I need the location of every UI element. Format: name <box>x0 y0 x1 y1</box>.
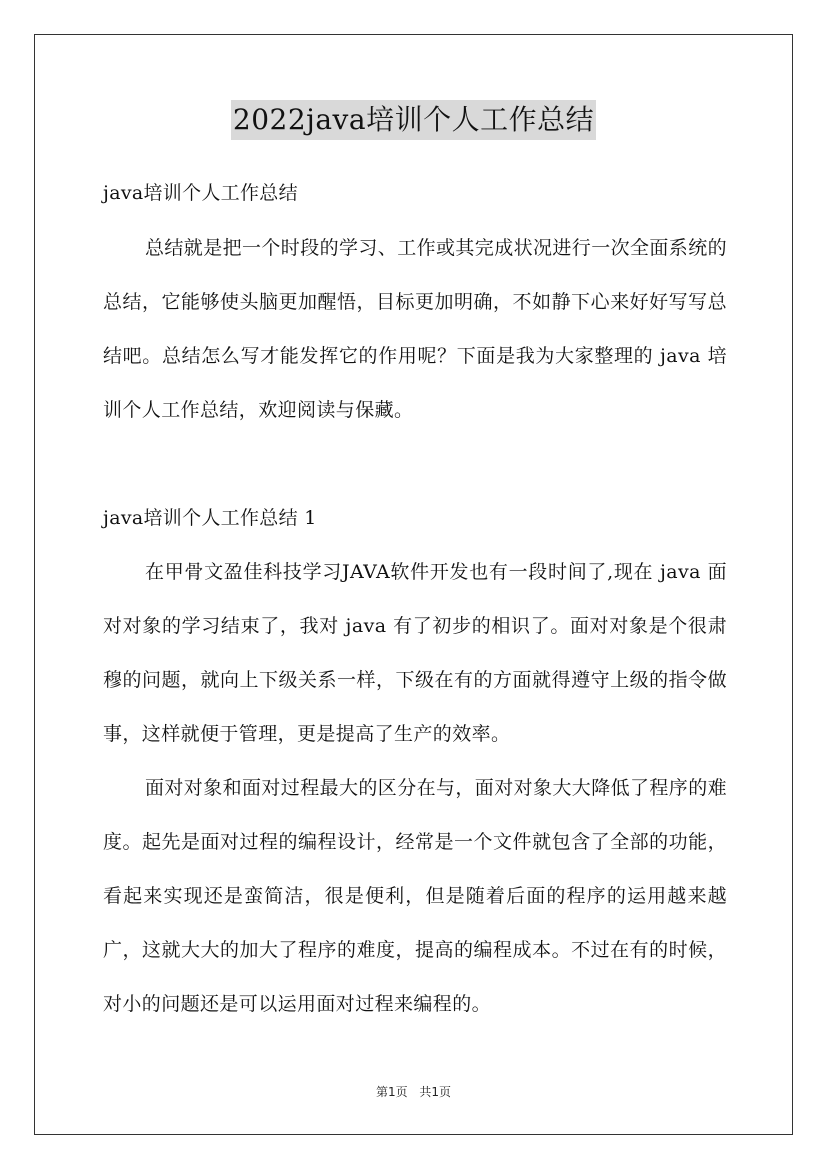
document-subtitle: java培训个人工作总结 <box>103 182 298 204</box>
body-block <box>103 545 727 1031</box>
page-total: 共1页 <box>419 1085 452 1099</box>
intro-block <box>103 221 727 437</box>
title-container <box>0 100 827 140</box>
body-paragraph-1: 在甲骨文盈佳科技学习JAVA软件开发也有一段时间了,现在 java 面对对象的学习结束了，我对 java 有了初步的相识了。面对对象是个很肃穆的问题，就向上下级关系一样，下级在有的方面就得遵守上级的指令做事，这样就便于管理，更是提高了生产的效率。 <box>103 561 727 745</box>
document-title: 2022java培训个人工作总结 <box>231 100 596 140</box>
intro-paragraph: 总结就是把一个时段的学习、工作或其完成状况进行一次全面系统的总结，它能够使头脑更加醒悟，目标更加明确，不如静下心来好好写写总结吧。总结怎么写才能发挥它的作用呢？下面是我为大家整理的 java 培训个人工作总结，欢迎阅读与保藏。 <box>103 237 728 421</box>
body-paragraph-2: 面对对象和面对过程最大的区分在与，面对对象大大降低了程序的难度。起先是面对过程的编程设计，经常是一个文件就包含了全部的功能，看起来实现还是蛮简洁，很是便利，但是随着后面的程序的运用越来越广，这就大大的加大了程序的难度，提高的编程成本。不过在有的时候，对小的问题还是可以运用面对过程来编程的。 <box>103 777 728 1015</box>
page-number: 第1页 <box>375 1085 408 1099</box>
section-heading: java培训个人工作总结 1 <box>103 507 317 529</box>
page-footer <box>0 1083 827 1100</box>
